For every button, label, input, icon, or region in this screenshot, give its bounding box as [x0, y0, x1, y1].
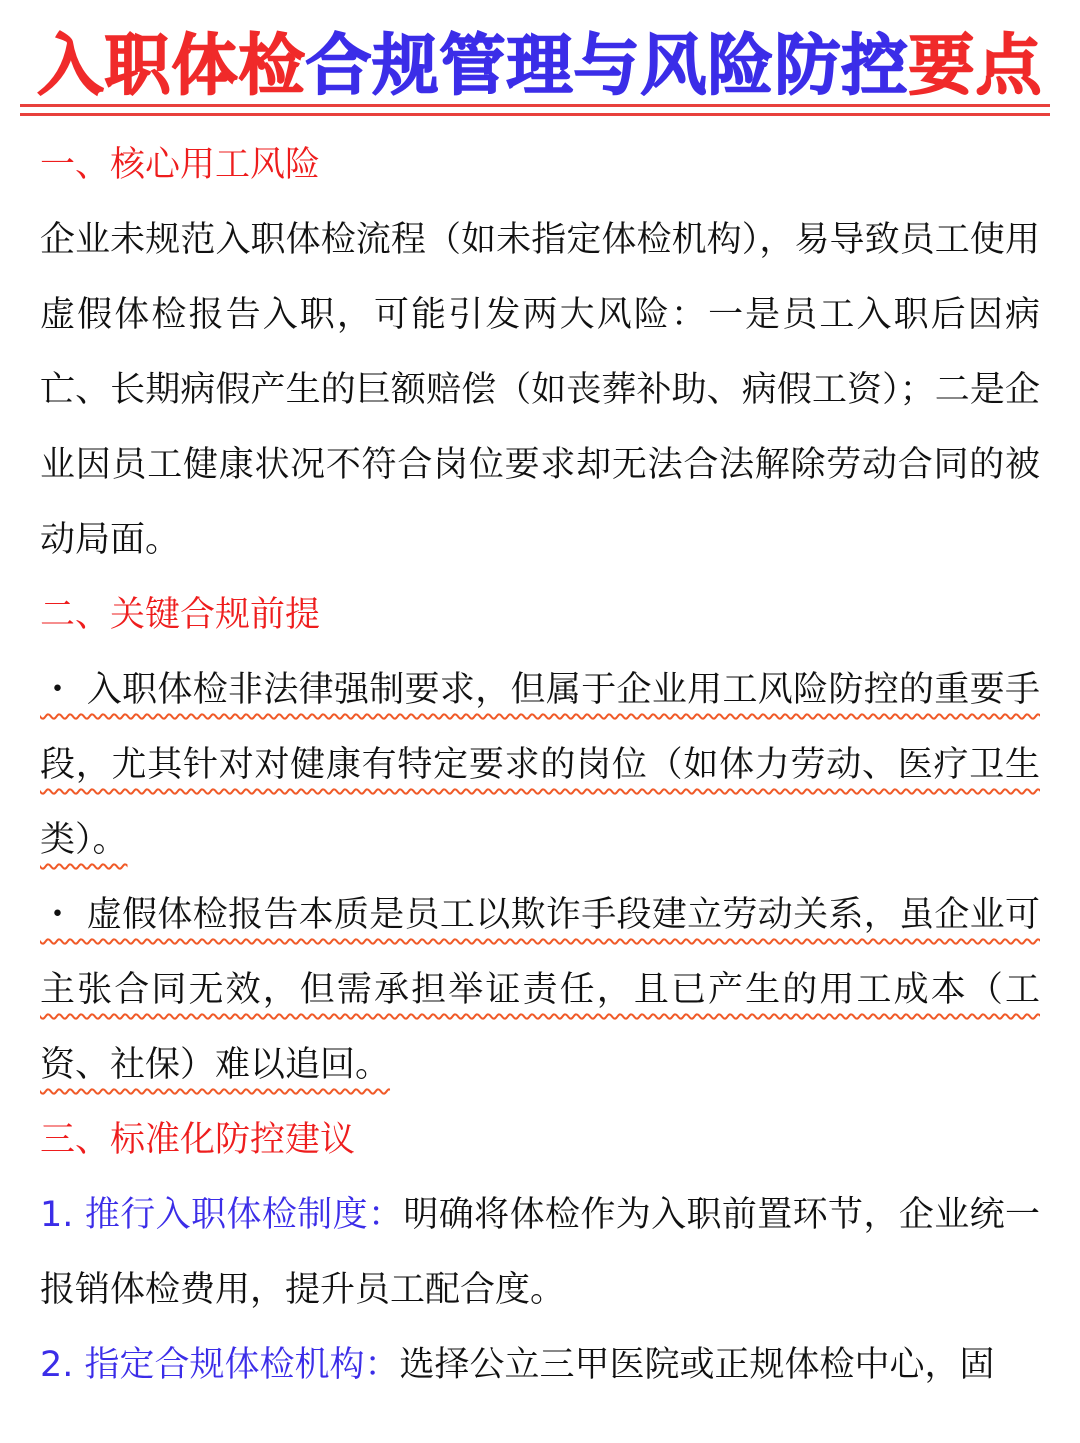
title-divider-bottom	[20, 113, 1050, 116]
article-body	[40, 128, 1040, 1403]
bullet-item	[40, 653, 1040, 878]
numbered-item-text: 明确将体检作为入职前置环节，企业统一报销体检费用，提升员工配合度。	[40, 1195, 1040, 1310]
section-heading-compliance: 二、关键合规前提	[40, 595, 321, 635]
section-heading-suggestions: 三、标准化防控建议	[40, 1120, 356, 1160]
section-heading-risks: 一、核心用工风险	[40, 145, 321, 185]
title-divider-top	[20, 104, 1050, 107]
numbered-item	[40, 1178, 1040, 1328]
numbered-item-lead: 2. 指定合规体检机构：	[40, 1345, 400, 1385]
title-part-2: 合规管理与风险防控	[305, 27, 909, 104]
section-paragraph-risks: 企业未规范入职体检流程（如未指定体检机构），易导致员工使用虚假体检报告入职，可能引发两大风险：一是员工入职后因病亡、长期病假产生的巨额赔偿（如丧葬补助、病假工资）；二是企业因员工健康状况不符合岗位要求却无法合法解除劳动合同的被动局面。	[40, 220, 1040, 560]
title-part-1: 入职体检	[37, 27, 306, 104]
numbered-item	[40, 1328, 1040, 1403]
page-title	[38, 24, 1043, 108]
bullet-text: ・ 虚假体检报告本质是员工以欺诈手段建立劳动关系，虽企业可主张合同无效，但需承担举证责任，且已产生的用工成本（工资、社保）难以追回。	[40, 895, 1040, 1085]
bullet-text: ・ 入职体检非法律强制要求，但属于企业用工风险防控的重要手段，尤其针对对健康有特定要求的岗位（如体力劳动、医疗卫生类）。	[40, 670, 1040, 860]
page-title-container	[0, 24, 1080, 108]
title-part-3: 要点	[908, 27, 1043, 104]
bullet-item	[40, 878, 1040, 1103]
numbered-item-lead: 1. 推行入职体检制度：	[40, 1195, 404, 1235]
numbered-item-text: 选择公立三甲医院或正规体检中心，固	[399, 1345, 995, 1385]
